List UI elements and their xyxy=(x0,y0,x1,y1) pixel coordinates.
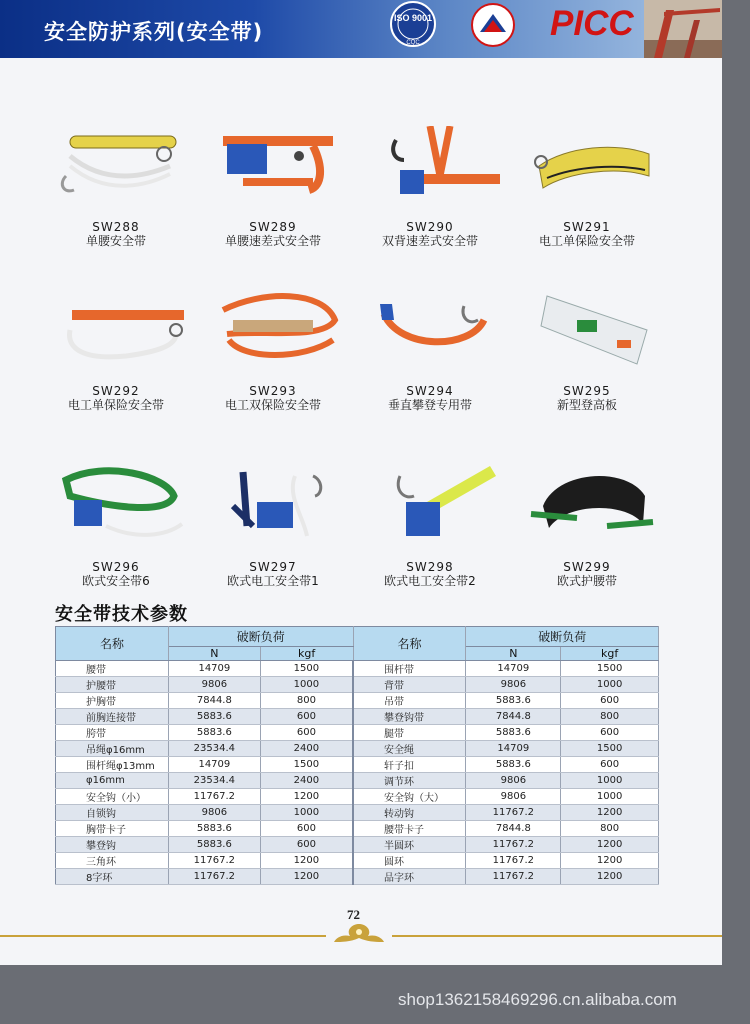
load-kgf: 1500 xyxy=(260,661,353,677)
iso-logo xyxy=(384,0,442,52)
safety-belt-image xyxy=(360,466,500,556)
part-name: 安全钩（大） xyxy=(353,789,466,805)
load-n: 11767.2 xyxy=(168,869,260,885)
watermark-url: shop1362158469296.cn.alibaba.com xyxy=(398,990,677,1009)
table-row xyxy=(56,789,659,805)
col-name-header: 名称 xyxy=(56,627,169,661)
footer-rule xyxy=(392,935,722,937)
svg-text:CQC: CQC xyxy=(406,40,420,46)
product-code: SW294 xyxy=(406,384,454,398)
load-kgf: 1200 xyxy=(561,869,659,885)
load-n: 11767.2 xyxy=(168,789,260,805)
load-kgf: 600 xyxy=(260,709,353,725)
load-n: 14709 xyxy=(466,741,561,757)
load-kgf: 1500 xyxy=(561,661,659,677)
load-n: 11767.2 xyxy=(466,869,561,885)
part-name: 护胸带 xyxy=(56,693,169,709)
part-name: 转动钩 xyxy=(353,805,466,821)
ornament-icon xyxy=(332,920,386,946)
part-name: 吊绳φ16mm xyxy=(56,741,169,757)
product-code: SW291 xyxy=(563,220,611,234)
table-row xyxy=(56,853,659,869)
load-n: 9806 xyxy=(168,677,260,693)
product-code: SW290 xyxy=(406,220,454,234)
product-code: SW288 xyxy=(92,220,140,234)
product-code: SW298 xyxy=(406,560,454,574)
load-n: 5883.6 xyxy=(466,757,561,773)
part-name: 安全钩（小） xyxy=(56,789,169,805)
product-card[interactable] xyxy=(350,290,510,413)
load-n: 9806 xyxy=(466,789,561,805)
col-load-header: 破断负荷 xyxy=(168,627,353,647)
part-name: 腿带 xyxy=(353,725,466,741)
product-name: 双背速差式安全带 xyxy=(381,234,478,248)
table-row xyxy=(56,709,659,725)
brand-logo xyxy=(466,2,520,48)
load-n: 7844.8 xyxy=(168,693,260,709)
load-n: 9806 xyxy=(168,805,260,821)
table-row xyxy=(56,821,659,837)
safety-belt-image xyxy=(203,126,343,216)
part-name: 半圆环 xyxy=(353,837,466,853)
load-n: 23534.4 xyxy=(168,773,260,789)
load-kgf: 1200 xyxy=(260,853,353,869)
part-name: 胯带 xyxy=(56,725,169,741)
safety-belt-image xyxy=(517,126,657,216)
load-n: 5883.6 xyxy=(168,821,260,837)
safety-belt-image xyxy=(203,290,343,380)
product-name: 欧式安全带6 xyxy=(82,574,150,588)
load-n: 5883.6 xyxy=(168,725,260,741)
part-name: 前胸连接带 xyxy=(56,709,169,725)
part-name: 调节环 xyxy=(353,773,466,789)
product-name: 欧式护腰带 xyxy=(556,574,617,588)
load-kgf: 1200 xyxy=(561,853,659,869)
col-n-header: N xyxy=(466,647,561,661)
product-card[interactable] xyxy=(36,290,196,413)
col-n-header: N xyxy=(168,647,260,661)
page-number: 72 xyxy=(347,907,360,922)
svg-text:ISO 9001: ISO 9001 xyxy=(393,13,433,23)
product-card[interactable] xyxy=(193,290,353,413)
safety-belt-image xyxy=(203,466,343,556)
load-kgf: 1200 xyxy=(260,789,353,805)
load-kgf: 1000 xyxy=(561,773,659,789)
product-name: 电工双保险安全带 xyxy=(224,398,321,412)
safety-belt-image xyxy=(360,290,500,380)
load-kgf: 600 xyxy=(260,837,353,853)
part-name: 圆环 xyxy=(353,853,466,869)
table-row xyxy=(56,661,659,677)
load-kgf: 1200 xyxy=(260,869,353,885)
load-kgf: 800 xyxy=(260,693,353,709)
load-kgf: 1200 xyxy=(561,837,659,853)
table-row xyxy=(56,837,659,853)
part-name: 围杆带 xyxy=(353,661,466,677)
part-name: 腰带卡子 xyxy=(353,821,466,837)
part-name: 三角环 xyxy=(56,853,169,869)
load-n: 7844.8 xyxy=(466,821,561,837)
product-card[interactable] xyxy=(36,126,196,249)
product-code: SW292 xyxy=(92,384,140,398)
load-n: 9806 xyxy=(466,677,561,693)
load-n: 11767.2 xyxy=(168,853,260,869)
product-name: 新型登高板 xyxy=(556,398,617,412)
spec-table xyxy=(55,626,659,885)
load-n: 5883.6 xyxy=(168,709,260,725)
part-name: 胸带卡子 xyxy=(56,821,169,837)
product-name: 电工单保险安全带 xyxy=(538,234,635,248)
product-code: SW289 xyxy=(249,220,297,234)
load-kgf: 800 xyxy=(561,821,659,837)
table-row xyxy=(56,693,659,709)
part-name: 攀登钩带 xyxy=(353,709,466,725)
load-n: 5883.6 xyxy=(168,837,260,853)
load-n: 14709 xyxy=(168,757,260,773)
load-kgf: 1000 xyxy=(561,789,659,805)
product-card[interactable] xyxy=(507,126,667,249)
part-name: 背带 xyxy=(353,677,466,693)
col-kgf-header: kgf xyxy=(260,647,353,661)
load-kgf: 600 xyxy=(561,757,659,773)
load-n: 11767.2 xyxy=(466,805,561,821)
product-card[interactable] xyxy=(507,466,667,589)
product-card[interactable] xyxy=(350,126,510,249)
load-kgf: 600 xyxy=(260,725,353,741)
load-kgf: 2400 xyxy=(260,773,353,789)
load-kgf: 1000 xyxy=(260,805,353,821)
load-n: 23534.4 xyxy=(168,741,260,757)
page-title: 安全防护系列(安全带) xyxy=(44,20,264,44)
product-name: 电工单保险安全带 xyxy=(67,398,164,412)
product-code: SW295 xyxy=(563,384,611,398)
safety-belt-image xyxy=(46,290,186,380)
load-kgf: 2400 xyxy=(260,741,353,757)
table-row xyxy=(56,741,659,757)
footer-rule xyxy=(0,935,326,937)
load-n: 5883.6 xyxy=(466,725,561,741)
part-name: φ16mm xyxy=(56,773,169,789)
load-n: 11767.2 xyxy=(466,853,561,869)
spec-section-title: 安全带技术参数 xyxy=(55,604,188,625)
table-row xyxy=(56,869,659,885)
product-name: 欧式电工安全带1 xyxy=(227,574,319,588)
safety-belt-image xyxy=(46,466,186,556)
part-name: 安全绳 xyxy=(353,741,466,757)
part-name: 腰带 xyxy=(56,661,169,677)
safety-belt-image xyxy=(46,126,186,216)
header-banner xyxy=(0,0,722,58)
part-name: 轩子扣 xyxy=(353,757,466,773)
product-name: 欧式电工安全带2 xyxy=(384,574,476,588)
load-kgf: 800 xyxy=(561,709,659,725)
table-row xyxy=(56,677,659,693)
climbing-board-image xyxy=(517,290,657,380)
load-kgf: 1500 xyxy=(260,757,353,773)
back-support-belt-image xyxy=(517,466,657,556)
product-card[interactable] xyxy=(193,466,353,589)
col-load-header: 破断负荷 xyxy=(466,627,659,647)
load-n: 7844.8 xyxy=(466,709,561,725)
part-name: 品字环 xyxy=(353,869,466,885)
table-row xyxy=(56,757,659,773)
product-code: SW296 xyxy=(92,560,140,574)
load-kgf: 1000 xyxy=(561,677,659,693)
part-name: 攀登钩 xyxy=(56,837,169,853)
part-name: 护腰带 xyxy=(56,677,169,693)
col-name-header: 名称 xyxy=(353,627,466,661)
product-card[interactable] xyxy=(193,126,353,249)
product-card[interactable] xyxy=(36,466,196,589)
table-row xyxy=(56,725,659,741)
product-name: 单腰速差式安全带 xyxy=(224,234,321,248)
part-name: 围杆绳φ13mm xyxy=(56,757,169,773)
load-n: 9806 xyxy=(466,773,561,789)
table-row xyxy=(56,805,659,821)
product-card[interactable] xyxy=(350,466,510,589)
product-name: 垂直攀登专用带 xyxy=(387,398,472,412)
product-name: 单腰安全带 xyxy=(85,234,146,248)
load-n: 5883.6 xyxy=(466,693,561,709)
load-kgf: 1000 xyxy=(260,677,353,693)
load-n: 14709 xyxy=(168,661,260,677)
load-kgf: 600 xyxy=(260,821,353,837)
load-kgf: 1500 xyxy=(561,741,659,757)
product-code: SW293 xyxy=(249,384,297,398)
picc-logo: PICC xyxy=(550,4,634,43)
product-code: SW299 xyxy=(563,560,611,574)
part-name: 自锁钩 xyxy=(56,805,169,821)
product-card[interactable] xyxy=(507,290,667,413)
table-row xyxy=(56,773,659,789)
part-name: 吊带 xyxy=(353,693,466,709)
part-name: 8字环 xyxy=(56,869,169,885)
crane-photo xyxy=(644,0,722,58)
load-n: 14709 xyxy=(466,661,561,677)
load-kgf: 600 xyxy=(561,725,659,741)
col-kgf-header: kgf xyxy=(561,647,659,661)
safety-belt-image xyxy=(360,126,500,216)
product-code: SW297 xyxy=(249,560,297,574)
load-kgf: 600 xyxy=(561,693,659,709)
load-n: 11767.2 xyxy=(466,837,561,853)
load-kgf: 1200 xyxy=(561,805,659,821)
